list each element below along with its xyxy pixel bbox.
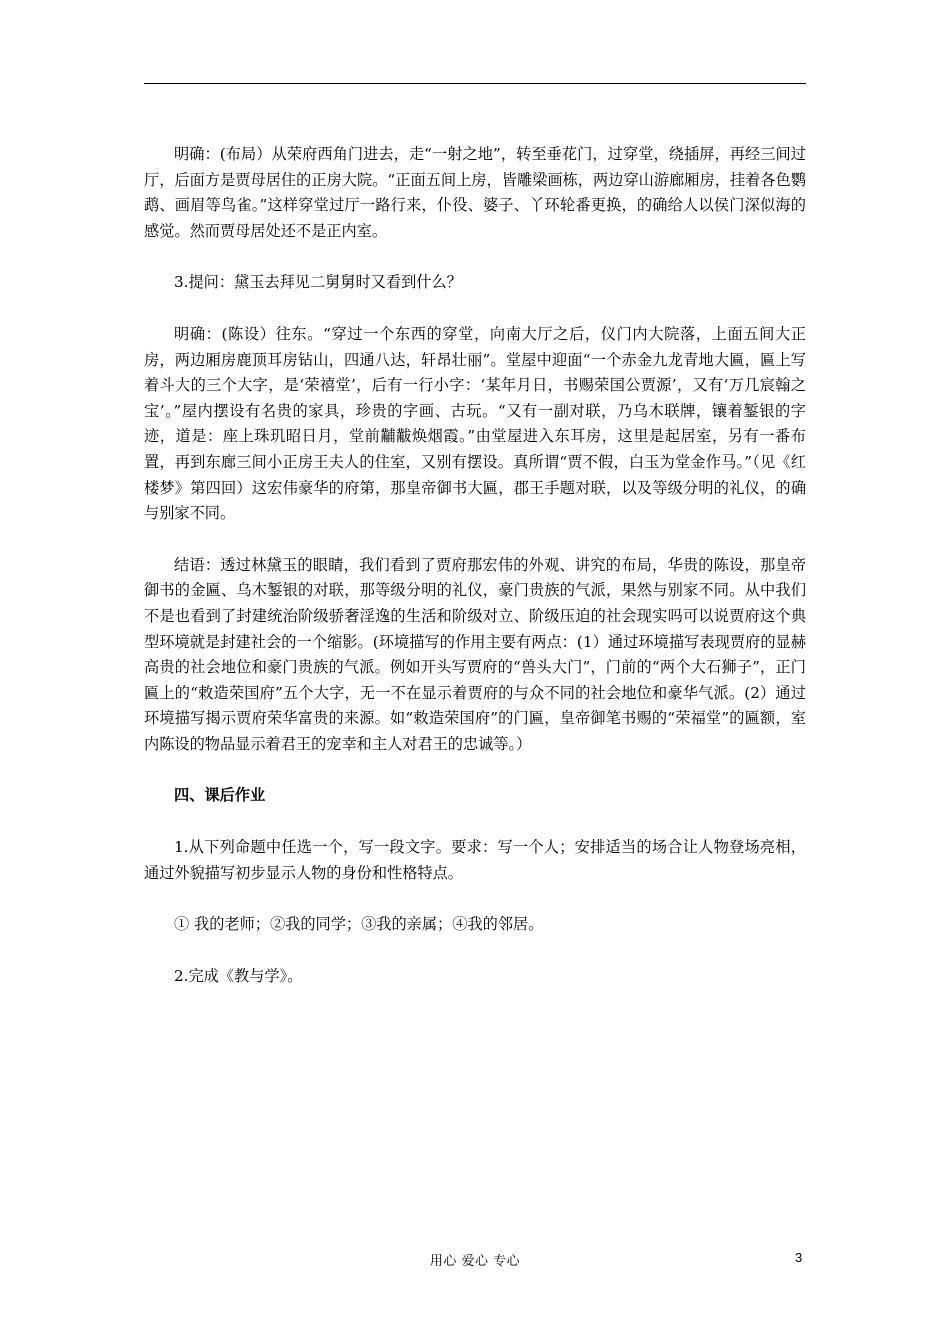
paragraph-conclusion: 结语：透过林黛玉的眼睛，我们看到了贾府那宏伟的外观、讲究的布局，华贵的陈设，那皇帝御书的金匾、乌木錾银的对联，那等级分明的礼仪，豪门贵族的气派，果然与别家不同。从中我们不是也看到了封建统治阶级骄奢淫逸的生活和阶级对立、阶级压迫的社会现实吗可以说贾府这个典型环境就是封建社会的一个缩影。(环境描写的作用主要有两点：(1）通过环境描写表现贾府的显赫高贵的社会地位和豪门贵族的气派。例如开头写贾府的“兽头大门”，门前的“两个大石狮子”，正门匾上的“敕造荣国府”五个大字，无一不在显示着贾府的与众不同的社会地位和豪华气派。(2）通过环境描写揭示贾府荣华富贵的来源。如“敕造荣国府”的门匾，皇帝御笔书赐的“荣福堂”的匾额，室内陈设的物品显示着君王的宠幸和主人对君王的忠诚等。） bbox=[144, 555, 806, 753]
paragraph-question-3: 3.提问：黛玉去拜见二舅舅时又看到什么？ bbox=[174, 273, 462, 292]
header-rule bbox=[144, 83, 806, 84]
page-number: 3 bbox=[795, 1250, 803, 1265]
section-heading-homework: 四、课后作业 bbox=[174, 786, 266, 805]
footer-slogan: 用心 爱心 专心 bbox=[429, 1254, 521, 1269]
paragraph-homework-options: ① 我的老师；②我的同学；③我的亲属；④我的邻居。 bbox=[174, 915, 544, 934]
paragraph-homework-1: 1.从下列命题中任选一个，写一段文字。要求：写一个人；安排适当的场合让人物登场亮相，通过外貌描写初步显示人物的身份和性格特点。 bbox=[144, 838, 806, 882]
document-body bbox=[144, 142, 806, 1015]
paragraph-homework-2: 2.完成《教与学》。 bbox=[174, 966, 303, 985]
paragraph-answer-furnishing: 明确：(陈设）往东。“穿过一个东西的穿堂，向南大厅之后，仪门内大院落，上面五间大正房，两边厢房鹿顶耳房钻山，四通八达，轩昂壮丽”。堂屋中迎面“一个赤金九龙青地大匾，匾上写着斗大的三个大字，是‘荣禧堂’，后有一行小字：‘某年月日，书赐荣国公贾源’，又有‘万几宸翰之宝’。”屋内摆设有名贵的家具，珍贵的字画、古玩。“又有一副对联，乃乌木联牌，镶着錾银的字迹，道是：座上珠玑昭日月，堂前黼黻焕烟霞。”由堂屋进入东耳房，这里是起居室，另有一番布置，再到东廊三间小正房王夫人的住室，又别有摆设。真所谓“贾不假，白玉为堂金作马。”（见《红楼梦》第四回）这宏伟豪华的府第，那皇帝御书大匾，郡王手题对联，以及等级分明的礼仪，的确与别家不同。 bbox=[144, 324, 806, 523]
paragraph-answer-layout: 明确：(布局）从荣府西角门进去，走“一射之地”，转至垂花门，过穿堂，绕插屏，再经三间过厅，后面方是贾母居住的正房大院。“正面五间上房，皆雕梁画栋，两边穿山游廊厢房，挂着各色鹦鹉、画眉等鸟雀。”这样穿堂过厅一路行来，仆役、婆子、丫环轮番更换，的确给人以侯门深似海的感觉。然而贾母居处还不是正内室。 bbox=[144, 145, 806, 240]
